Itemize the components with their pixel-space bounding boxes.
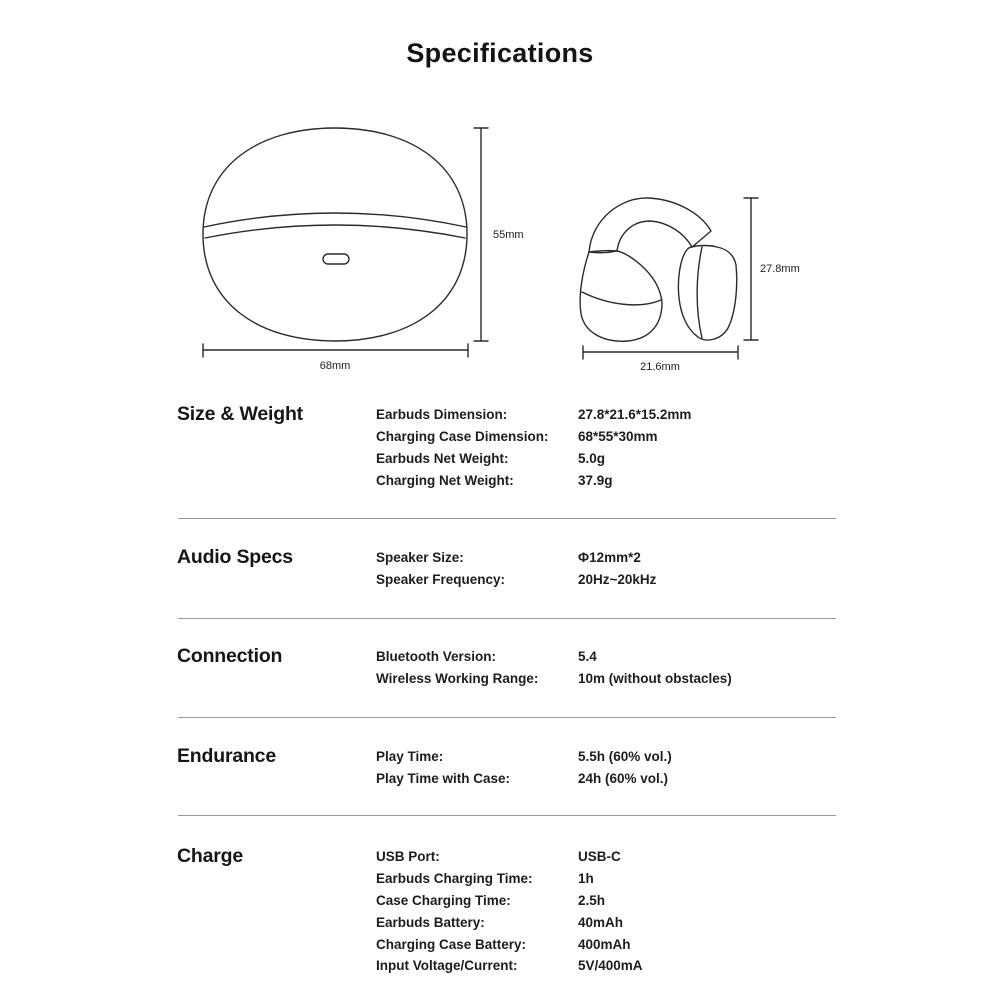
spec-label: Charging Net Weight: <box>376 472 514 488</box>
case-indicator-slot <box>323 254 349 264</box>
spec-label: Earbuds Dimension: <box>376 407 508 423</box>
spec-rows <box>376 404 837 491</box>
spec-value: Φ12mm*2 <box>578 550 641 566</box>
section-title: Endurance <box>177 745 276 767</box>
spec-value: 68*55*30mm <box>578 429 658 445</box>
case-height-label: 55mm <box>493 229 524 241</box>
case-outline <box>203 128 467 341</box>
section-endurance <box>177 746 837 790</box>
spec-rows <box>376 646 837 690</box>
spec-value: 400mAh <box>578 936 631 952</box>
spec-value: 5.4 <box>578 649 597 665</box>
spec-value: 27.8*21.6*15.2mm <box>578 407 692 423</box>
earbud-lobe-seam-line <box>582 292 661 305</box>
case-lid-line-lower <box>205 225 465 238</box>
section-size-weight <box>177 404 837 491</box>
spec-label: Play Time with Case: <box>376 771 511 787</box>
spec-row <box>376 404 837 426</box>
page-title: Specifications <box>406 38 594 68</box>
spec-row <box>376 911 837 933</box>
spec-value: USB-C <box>578 849 621 865</box>
earbud-height-label: 27.8mm <box>760 263 800 275</box>
spec-row <box>376 646 837 668</box>
earbud-drawing <box>580 198 737 341</box>
section-connection <box>177 646 837 690</box>
section-title: Audio Specs <box>177 546 293 568</box>
case-width-label: 68mm <box>319 360 351 372</box>
spec-value: 2.5h <box>578 892 606 908</box>
spec-label: Charging Case Dimension: <box>376 429 549 445</box>
spec-row <box>376 569 837 591</box>
spec-value: 40mAh <box>578 914 624 930</box>
spec-label: Case Charging Time: <box>376 892 511 908</box>
spec-row <box>376 448 837 470</box>
spec-row <box>376 426 837 448</box>
spec-row <box>376 890 837 912</box>
spec-row <box>376 933 837 955</box>
section-divider <box>178 518 836 519</box>
spec-rows <box>376 846 837 977</box>
case-height-dimension <box>474 128 524 341</box>
spec-label: Earbuds Charging Time: <box>376 871 533 887</box>
spec-row <box>376 746 837 768</box>
charging-case-drawing <box>203 128 467 341</box>
spec-label: Play Time: <box>376 749 444 765</box>
spec-row <box>376 668 837 690</box>
spec-row <box>376 547 837 569</box>
spec-row <box>376 955 837 977</box>
section-title: Size & Weight <box>177 403 303 425</box>
spec-row <box>376 846 837 868</box>
section-audio-specs <box>177 547 837 591</box>
section-title: Connection <box>177 645 283 667</box>
spec-value: 5.0g <box>578 450 606 466</box>
spec-row <box>376 469 837 491</box>
spec-label: Input Voltage/Current: <box>376 958 518 974</box>
product-dimension-diagram <box>0 0 1000 390</box>
spec-rows <box>376 547 837 591</box>
spec-label: Bluetooth Version: <box>376 649 497 665</box>
spec-rows <box>376 746 837 790</box>
spec-label: Charging Case Battery: <box>376 936 527 952</box>
section-divider <box>178 815 836 816</box>
spec-value: 5.5h (60% vol.) <box>578 749 672 765</box>
section-charge <box>177 846 837 977</box>
spec-value: 20Hz~20kHz <box>578 572 657 588</box>
earbud-speaker-pod-outline <box>678 246 736 341</box>
spec-value: 37.9g <box>578 472 613 488</box>
spec-label: Earbuds Battery: <box>376 914 485 930</box>
spec-label: USB Port: <box>376 849 440 865</box>
spec-value: 24h (60% vol.) <box>578 771 669 787</box>
earbud-pod-seam-line <box>697 247 702 338</box>
earbud-height-dimension <box>744 198 800 340</box>
spec-label: Wireless Working Range: <box>376 671 539 687</box>
earbud-width-label: 21.6mm <box>640 361 680 373</box>
spec-value: 10m (without obstacles) <box>578 671 732 687</box>
earbud-width-dimension <box>583 346 738 373</box>
section-title: Charge <box>177 845 243 867</box>
spec-label: Speaker Frequency: <box>376 572 506 588</box>
spec-label: Speaker Size: <box>376 550 464 566</box>
section-divider <box>178 618 836 619</box>
case-width-dimension <box>203 344 468 372</box>
spec-value: 5V/400mA <box>578 958 643 974</box>
spec-row <box>376 868 837 890</box>
spec-value: 1h <box>578 871 594 887</box>
spec-row <box>376 768 837 790</box>
spec-label: Earbuds Net Weight: <box>376 450 509 466</box>
section-divider <box>178 717 836 718</box>
earbud-hook-outline <box>589 198 711 253</box>
